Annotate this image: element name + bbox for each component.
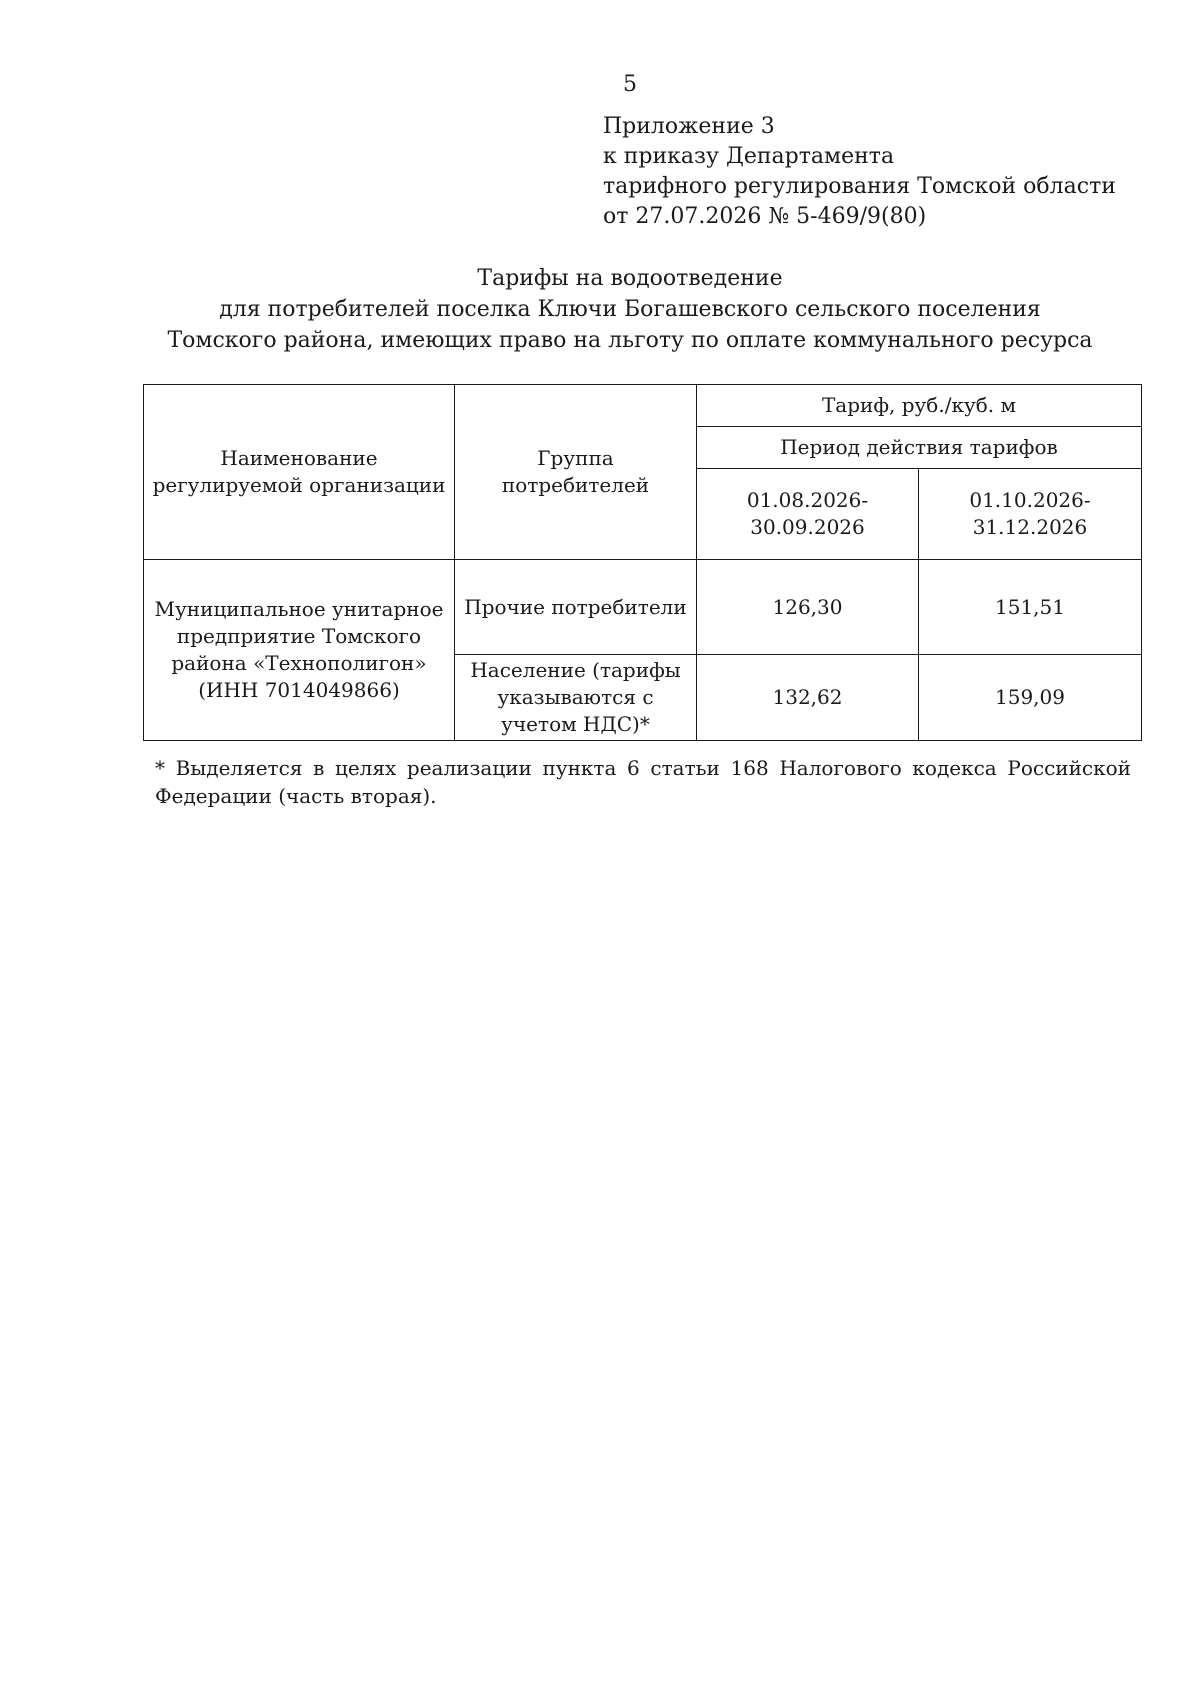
page-number: 5 — [623, 72, 637, 97]
consumer-group: Прочие потребители — [455, 560, 697, 655]
appendix-line: от 27.07.2026 № 5-469/9(80) — [603, 204, 927, 229]
consumer-group: Население (тарифы указываются с учетом НДС)* — [455, 655, 697, 741]
title-line: для потребителей поселка Ключи Богашевского сельского поселения — [219, 297, 1041, 322]
tariff-value: 159,09 — [919, 655, 1142, 741]
title-line: Томского района, имеющих право на льготу по оплате коммунального ресурса — [167, 328, 1093, 353]
tariff-value: 151,51 — [919, 560, 1142, 655]
tariff-table — [143, 384, 1142, 741]
appendix-line: Приложение 3 — [603, 114, 775, 139]
header-organization: Наименование регулируемой организации — [144, 385, 455, 560]
header-tariff-unit: Тариф, руб./куб. м — [697, 385, 1142, 427]
footnote: * Выделяется в целях реализации пункта 6 статьи 168 Налогового кодекса Российской Федерации (часть вторая). — [155, 756, 1131, 808]
document-title — [0, 263, 1200, 356]
header-period-2: 01.10.2026-31.12.2026 — [919, 469, 1142, 560]
organization-name: Муниципальное унитарное предприятие Томского района «Технополигон» (ИНН 7014049866) — [144, 560, 455, 741]
header-tariff-period: Период действия тарифов — [697, 427, 1142, 469]
header-period-1: 01.08.2026-30.09.2026 — [697, 469, 919, 560]
appendix-line: к приказу Департамента — [603, 144, 895, 169]
header-consumer-group: Группа потребителей — [455, 385, 697, 560]
tariff-value: 132,62 — [697, 655, 919, 741]
appendix-header — [603, 112, 1116, 232]
appendix-line: тарифного регулирования Томской области — [603, 174, 1116, 199]
tariff-value: 126,30 — [697, 560, 919, 655]
title-line: Тарифы на водоотведение — [477, 266, 783, 291]
